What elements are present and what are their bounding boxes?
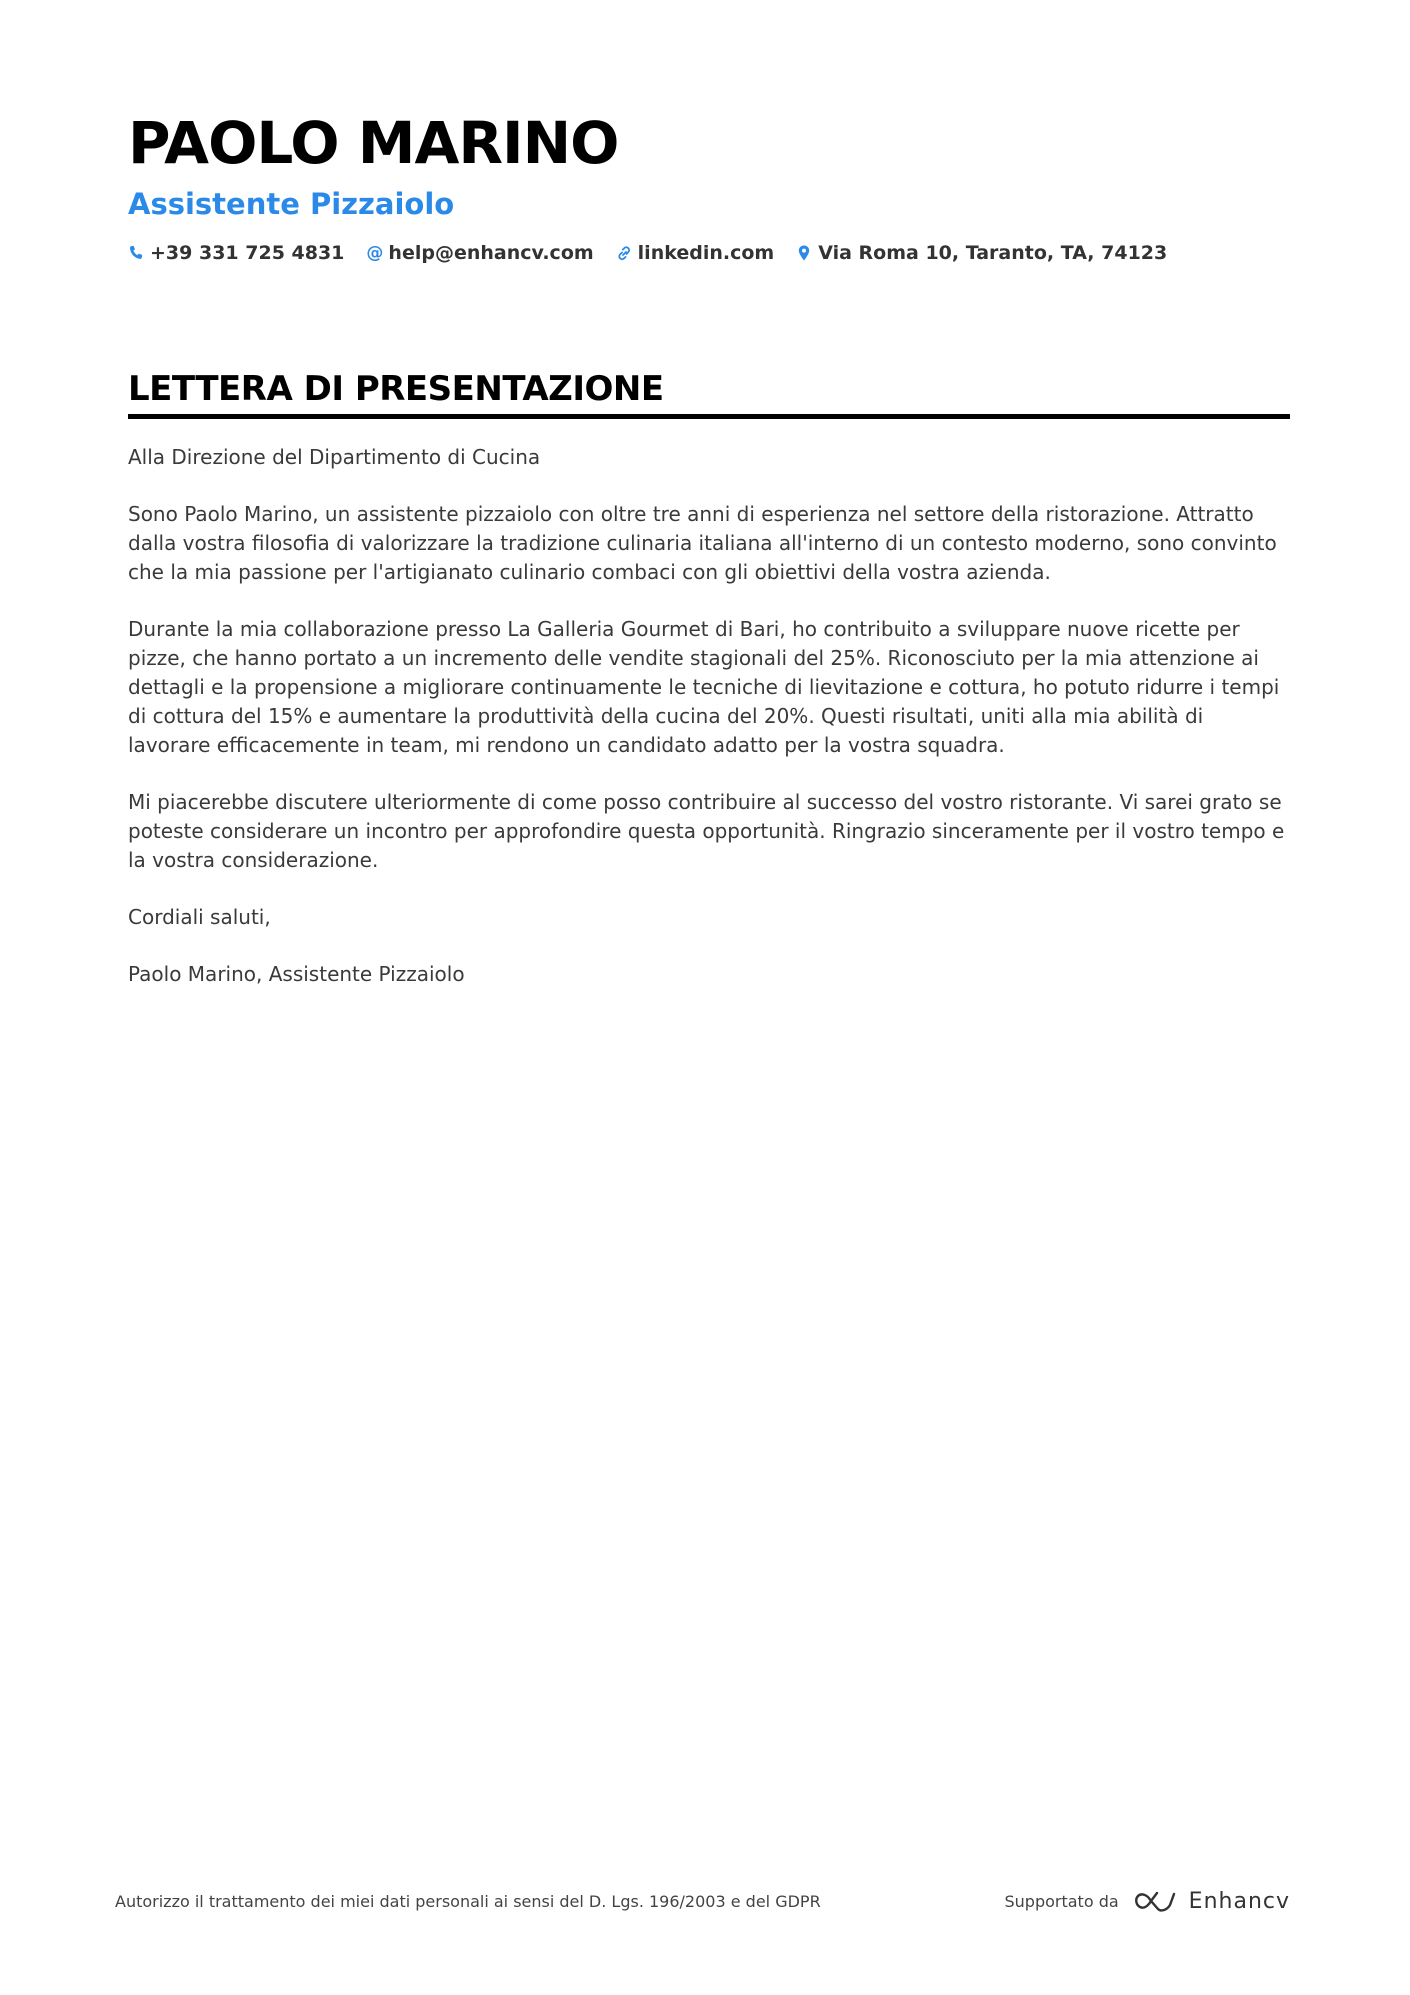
- candidate-name: PAOLO MARINO: [128, 109, 619, 177]
- footer: [115, 1888, 1290, 1914]
- powered-by[interactable]: [1005, 1888, 1291, 1914]
- paragraph: Durante la mia collaborazione presso La Galleria Gourmet di Bari, ho contribuito a sviluppare nuove ricette per pizze, che hanno portato a un incremento delle vendite stagionali del 25%. Riconosciuto per la mia attenzione ai dettagli e la propensione a migliorare continuamente le tecniche di lievitazione e cottura, ho potuto ridurre i tempi di cottura del 15% e aumentare la produttività della cucina del 20%. Questi risultati, uniti alla mia abilità di lavorare efficacemente in team, mi rendono un candidato adatto per la vostra squadra.: [128, 617, 1280, 757]
- signature: Paolo Marino, Assistente Pizzaiolo: [128, 962, 465, 986]
- location-pin-icon: [796, 244, 812, 262]
- consent-text: Autorizzo il trattamento dei miei dati personali ai sensi del D. Lgs. 196/2003 e del GDPR: [115, 1891, 821, 1911]
- contact-email[interactable]: [366, 242, 593, 264]
- enhancv-logo-icon: [1131, 1888, 1177, 1914]
- contact-bar: [128, 242, 1288, 264]
- brand-name: Enhancv: [1188, 1888, 1290, 1914]
- linkedin-text: linkedin.com: [637, 242, 775, 264]
- paragraph: Mi piacerebbe discutere ulteriormente di come posso contribuire al successo del vostro ristorante. Vi sarei grato se poteste considerare un incontro per approfondire questa opportunità. Ringrazio sinceramente per il vostro tempo e la vostra considerazione.: [128, 790, 1285, 872]
- paragraph: Sono Paolo Marino, un assistente pizzaiolo con oltre tre anni di esperienza nel settore della ristorazione. Attratto dalla vostra filosofia di valorizzare la tradizione culinaria italiana all'interno di un contesto moderno, sono convinto che la mia passione per l'artigianato culinario combaci con gli obiettivi della vostra azienda.: [128, 502, 1277, 584]
- at-icon: @: [366, 243, 384, 263]
- section-title: LETTERA DI PRESENTAZIONE: [128, 368, 1290, 419]
- closing: Cordiali saluti,: [128, 905, 271, 929]
- phone-icon: [128, 244, 144, 262]
- email-text: help@enhancv.com: [388, 242, 594, 264]
- header: [128, 108, 1288, 264]
- job-title: Assistente Pizzaiolo: [128, 187, 455, 221]
- contact-address: [796, 242, 1167, 264]
- contact-phone[interactable]: [128, 242, 344, 264]
- link-icon: [616, 244, 632, 262]
- salutation: Alla Direzione del Dipartimento di Cucina: [128, 445, 541, 469]
- letter-body: [128, 443, 1290, 989]
- powered-by-label: Supportato da: [1004, 1891, 1119, 1911]
- contact-linkedin[interactable]: [616, 242, 775, 264]
- phone-text: +39 331 725 4831: [150, 242, 345, 264]
- address-text: Via Roma 10, Taranto, TA, 74123: [818, 242, 1168, 264]
- letter-section: [128, 368, 1290, 1017]
